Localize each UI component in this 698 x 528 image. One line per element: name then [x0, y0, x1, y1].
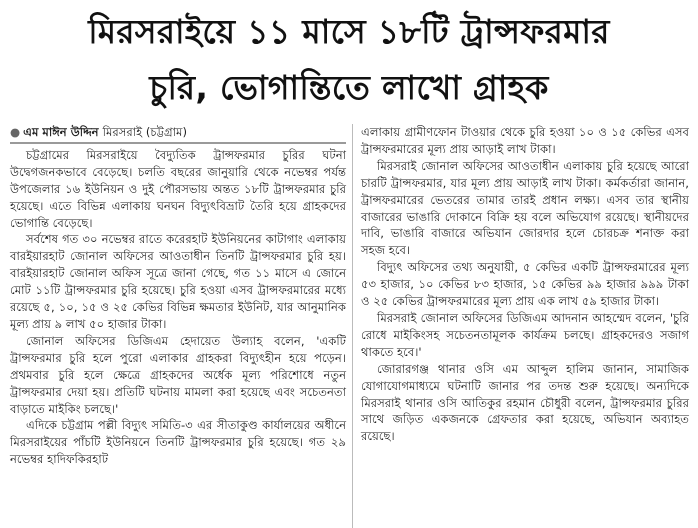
article-paragraph: এদিকে চট্টগ্রাম পল্লী বিদ্যুৎ সমিতি-৩ এর সীতাকুণ্ড কার্যালয়ের অধীনে মিরসরাইয়ের পাঁচটি ইউনিয়নে তিনটি ট্রান্সফরমার চুরি হয়েছে। গত ২৯ নভেম্বর হাদিফকিরহাট [10, 418, 346, 467]
article-paragraph: মিরসরাই জোনাল অফিসের আওতাধীন এলাকায় চুরি হয়েছে আরো চারটি ট্রান্সফরমার, যার মূল্য প্রায় আড়াই লাখ টাকা। কর্মকর্তারা জানান, ট্রান্সফরমারের ভেতরের তামার তারই প্রধান লক্ষ্য। এসব তার স্থানীয় বাজারের ভাঙারি দোকানে বিক্রি হয় বলে অভিযোগ রয়েছে। স্থানীয়দের দাবি, ভাঙারি বাজারে অভিযান জোরদার হলে চোরচক্র শনাক্ত করা সহজ হবে। [361, 158, 689, 258]
headline [0, 4, 698, 116]
headline-line-1: মিরসরাইয়ে ১১ মাসে ১৮টি ট্রান্সফরমার [88, 12, 610, 51]
byline [10, 124, 346, 141]
article-paragraph: এলাকায় গ্রামীণফোন টাওয়ার থেকে চুরি হওয়া ১০ ও ১৫ কেভির এসব ট্রান্সফরমারের মূল্য প্রায় আড়াই লাখ টাকা। [361, 125, 689, 156]
article-paragraph: জোরারগঞ্জ থানার ওসি এম আব্দুল হালিম জানান, সামাজিক যোগাযোগমাধ্যমে ঘটনাটি জানার পর তদন্ত শুরু হয়েছে। অন্যদিকে মিরসরাই থানার ওসি আতিকুর রহমান চৌধুরী বলেন, ট্রান্সফরমার চুরির সাথে জড়িত একজনকে গ্রেফতার করা হয়েছে, অভিযান অব্যাহত রয়েছে। [361, 361, 689, 444]
bullet-icon: ● [10, 125, 21, 139]
article-column-left [10, 124, 346, 468]
article-paragraph: জোনাল অফিসের ডিজিএম হেদায়েত উল্যাহ বলেন, 'একটি ট্রান্সফরমার চুরি হলে পুরো এলাকার গ্রাহকরা বিদ্যুৎহীন হয়ে পড়েন। প্রথমবার চুরি হলে ক্ষেত্রে গ্রাহকদের অর্ধেক মূল্য পরিশোধে নতুন ট্রান্সফরমার দেয়া হয়। প্রতিটি ঘটনায় মামলা করা হয়েছে এবং সচেতনতা বাড়াতে মাইকিং চলছে।' [10, 333, 346, 416]
column-divider [352, 124, 353, 528]
article-paragraph: সর্বশেষ গত ৩০ নভেম্বর রাতে করেরহাট ইউনিয়নের কাটাগাং এলাকায় বারইয়ারহাট জোনাল অফিসের আওতাধীন তিনটি ট্রান্সফরমার চুরি হয়। বারইয়ারহাট জোনাল অফিস সূত্রে জানা গেছে, গত ১১ মাসে এ জোনে মোট ১১টি ট্রান্সফরমার চুরি হয়েছে। চুরি হওয়া এসব ট্রান্সফরমারের মধ্যে রয়েছে ৫, ১০, ১৫ ও ২৫ কেভির বিভিন্ন ক্ষমতার ইউনিট, যার আনুমানিক মূল্য প্রায় ৯ লাখ ৫০ হাজার টাকা। [10, 232, 346, 331]
byline-location: মিরসরাই (চট্টগ্রাম) [102, 125, 187, 139]
byline-divider [10, 142, 346, 144]
article-paragraph: বিদ্যুৎ অফিসের তথ্য অনুযায়ী, ৫ কেভির একটি ট্রান্সফরমারের মূল্য ৫৩ হাজার, ১০ কেভির ৮৩ হাজার, ১৫ কেভির ৯৯ হাজার ৯৯৯ টাকা ও ২৫ কেভির ট্রান্সফরমারের মূল্য প্রায় এক লাখ ৫৯ হাজার টাকা। [361, 260, 689, 309]
article-paragraph: মিরসরাই জোনাল অফিসের ডিজিএম আদনান আহম্মেদ বলেন, 'চুরি রোধে মাইকিংসহ সচেতনতামূলক কার্যক্রম চলছে। গ্রাহকদেরও সজাগ থাকতে হবে।' [361, 310, 689, 359]
byline-author: এম মাঈন উদ্দিন [23, 125, 99, 139]
article-column-right [361, 124, 689, 445]
article-paragraph: চট্টগ্রামের মিরসরাইয়ে বৈদ্যুতিক ট্রান্সফরমার চুরির ঘটনা উদ্বেগজনকভাবে বেড়েছে। চলতি বছরের জানুয়ারি থেকে নভেম্বর পর্যন্ত উপজেলার ১৬ ইউনিয়ন ও দুই পৌরসভায় অন্তত ১৮টি ট্রান্সফরমার চুরি হয়েছে। এতে বিভিন্ন এলাকায় ঘনঘন বিদ্যুৎবিভ্রাট তৈরি হয়ে গ্রাহকদের ভোগান্তি বেড়েছে। [10, 147, 346, 230]
headline-line-2: চুরি, ভোগান্তিতে লাখো গ্রাহক [149, 68, 549, 107]
